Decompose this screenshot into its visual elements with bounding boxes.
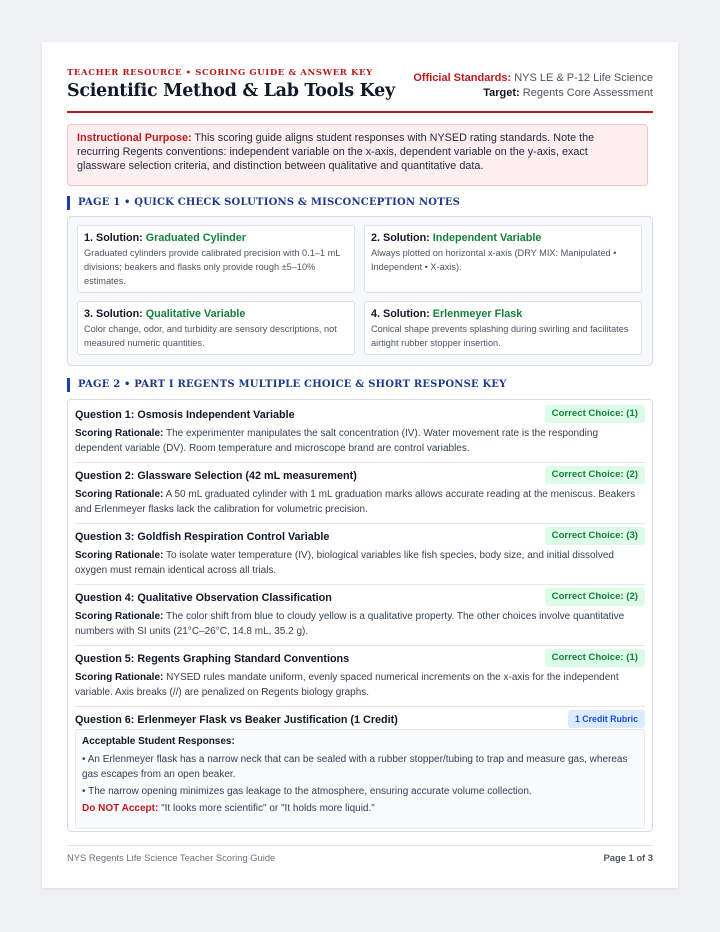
do-not-accept-line	[82, 801, 638, 816]
purpose-text: This scoring guide aligns student responses with NYSED rating standards. Note the recurring Regents conventions: independent variable on the x-axis, dependent variable on the y-axis, exact glassware selection criteria, and distinction between qualitative and quantitative data.	[77, 132, 595, 172]
do-not-accept-label: Do NOT Accept:	[82, 803, 159, 814]
question-1-title: Question 1: Osmosis Independent Variable	[75, 409, 295, 421]
correct-choice-badge: Correct Choice: (1)	[545, 405, 645, 423]
solution-1-answer: Graduated Cylinder	[145, 232, 246, 244]
rationale-text: A 50 mL graduated cylinder with 1 mL graduation marks allows accurate reading at the meniscus. Beakers and Erlenmeyer flasks lack the calibration for volumetric precision.	[75, 489, 636, 515]
question-1-rationale	[75, 426, 645, 456]
document-page	[42, 42, 678, 888]
solution-4-text: Conical shape prevents splashing during swirling and facilitates airtight rubber stopper insertion.	[371, 324, 629, 348]
solution-3-answer: Qualitative Variable	[145, 308, 246, 320]
target-value: Regents Core Assessment	[522, 87, 653, 99]
solution-2-answer: Independent Variable	[432, 232, 542, 244]
question-divider	[75, 706, 645, 707]
rationale-label: Scoring Rationale:	[75, 489, 164, 500]
target-line	[483, 87, 653, 99]
question-item-6	[75, 713, 645, 727]
solution-card-4	[364, 301, 642, 355]
question-5-rationale	[75, 670, 645, 700]
rationale-text: The color shift from blue to cloudy yellow is a qualitative property. The other choices involve quantitative numbers with SI units (21°C–26°C, 14.8 mL, 35.2 g).	[75, 611, 625, 637]
correct-choice-badge: Correct Choice: (1)	[545, 649, 645, 667]
solution-4-answer: Erlenmeyer Flask	[432, 308, 523, 320]
rationale-label: Scoring Rationale:	[75, 672, 164, 683]
rationale-label: Scoring Rationale:	[75, 611, 164, 622]
solution-1-prefix: 1. Solution:	[84, 232, 146, 244]
solution-3-text: Color change, odor, and turbidity are sensory descriptions, not measured numeric quantities.	[84, 324, 337, 348]
solution-card-3	[77, 301, 355, 355]
question-item-2	[75, 469, 645, 517]
correct-choice-badge: Correct Choice: (2)	[545, 466, 645, 484]
question-key-list	[67, 399, 653, 832]
rationale-text: To isolate water temperature (IV), biological variables like fish species, body size, and initial dissolved oxygen must remain identical across all trials.	[75, 550, 614, 576]
question-divider	[75, 523, 645, 524]
standards-label: Official Standards:	[413, 72, 512, 84]
solution-2-prefix: 2. Solution:	[371, 232, 433, 244]
question-divider	[75, 462, 645, 463]
standards-line	[413, 72, 653, 84]
solution-card-2	[364, 225, 642, 293]
rationale-label: Scoring Rationale:	[75, 550, 164, 561]
do-not-accept-text: "It looks more scientific" or "It holds more liquid."	[161, 803, 375, 814]
solution-card-1	[77, 225, 355, 293]
correct-choice-badge: Correct Choice: (3)	[545, 527, 645, 545]
question-divider	[75, 645, 645, 646]
solution-2-text: Always plotted on horizontal x-axis (DRY MIX: Manipulated • Independent • X-axis).	[371, 248, 617, 272]
footer-page-number: Page 1 of 3	[603, 852, 653, 863]
acceptable-responses-heading: Acceptable Student Responses:	[82, 736, 235, 747]
question-2-rationale	[75, 487, 645, 517]
solution-1-text: Graduated cylinders provide calibrated precision with 0.1–1 mL divisions; beakers and flasks only provide rough ±5–10% estimates.	[84, 248, 341, 286]
acceptable-response-bullet: • An Erlenmeyer flask has a narrow neck that can be sealed with a rubber stopper/tubing to trap and measure gas, whereas gas escapes from an open beaker.	[82, 754, 628, 780]
resource-kicker: TEACHER RESOURCE • SCORING GUIDE & ANSWER KEY	[67, 68, 373, 78]
section-heading-regents-key: PAGE 2 • PART I REGENTS MULTIPLE CHOICE & SHORT RESPONSE KEY	[67, 378, 507, 392]
section-heading-quick-check: PAGE 1 • QUICK CHECK SOLUTIONS & MISCONCEPTION NOTES	[67, 196, 460, 210]
question-3-title: Question 3: Goldfish Respiration Control Variable	[75, 531, 330, 543]
rationale-text: NYSED rules mandate uniform, evenly spaced numerical increments on the x-axis for the independent variable. Axis breaks (//) are penalized on Regents biology graphs.	[75, 672, 619, 698]
page-title: Scientific Method & Lab Tools Key	[67, 81, 395, 101]
question-item-1	[75, 408, 645, 456]
question-item-3	[75, 530, 645, 578]
footer-guide-name: NYS Regents Life Science Teacher Scoring Guide	[67, 852, 276, 863]
rationale-text: The experimenter manipulates the salt concentration (IV). Water movement rate is the responding dependent variable (DV). Room temperature and microscope brand are control variables.	[75, 428, 599, 454]
instructional-purpose-box	[67, 124, 648, 186]
credit-rubric-badge: 1 Credit Rubric	[568, 710, 645, 728]
question-6-title: Question 6: Erlenmeyer Flask vs Beaker Justification (1 Credit)	[75, 714, 398, 726]
acceptable-response-bullet: • The narrow opening minimizes gas leakage to the atmosphere, ensuring accurate volume collection.	[82, 786, 532, 797]
solution-3-prefix: 3. Solution:	[84, 308, 146, 320]
question-2-title: Question 2: Glassware Selection (42 mL measurement)	[75, 470, 357, 482]
target-label: Target:	[483, 87, 520, 99]
question-item-5	[75, 652, 645, 700]
question-4-title: Question 4: Qualitative Observation Classification	[75, 592, 332, 604]
quick-check-grid	[67, 216, 653, 366]
footer-divider	[67, 845, 653, 846]
rationale-label: Scoring Rationale:	[75, 428, 164, 439]
correct-choice-badge: Correct Choice: (2)	[545, 588, 645, 606]
purpose-label: Instructional Purpose:	[77, 132, 192, 144]
question-3-rationale	[75, 548, 645, 578]
solution-4-prefix: 4. Solution:	[371, 308, 433, 320]
question-divider	[75, 584, 645, 585]
standards-value: NYS LE & P-12 Life Science	[514, 72, 653, 84]
question-4-rationale	[75, 609, 645, 639]
question-item-4	[75, 591, 645, 639]
acceptable-responses-box	[75, 729, 645, 829]
question-5-title: Question 5: Regents Graphing Standard Conventions	[75, 653, 350, 665]
header-divider	[67, 111, 653, 113]
